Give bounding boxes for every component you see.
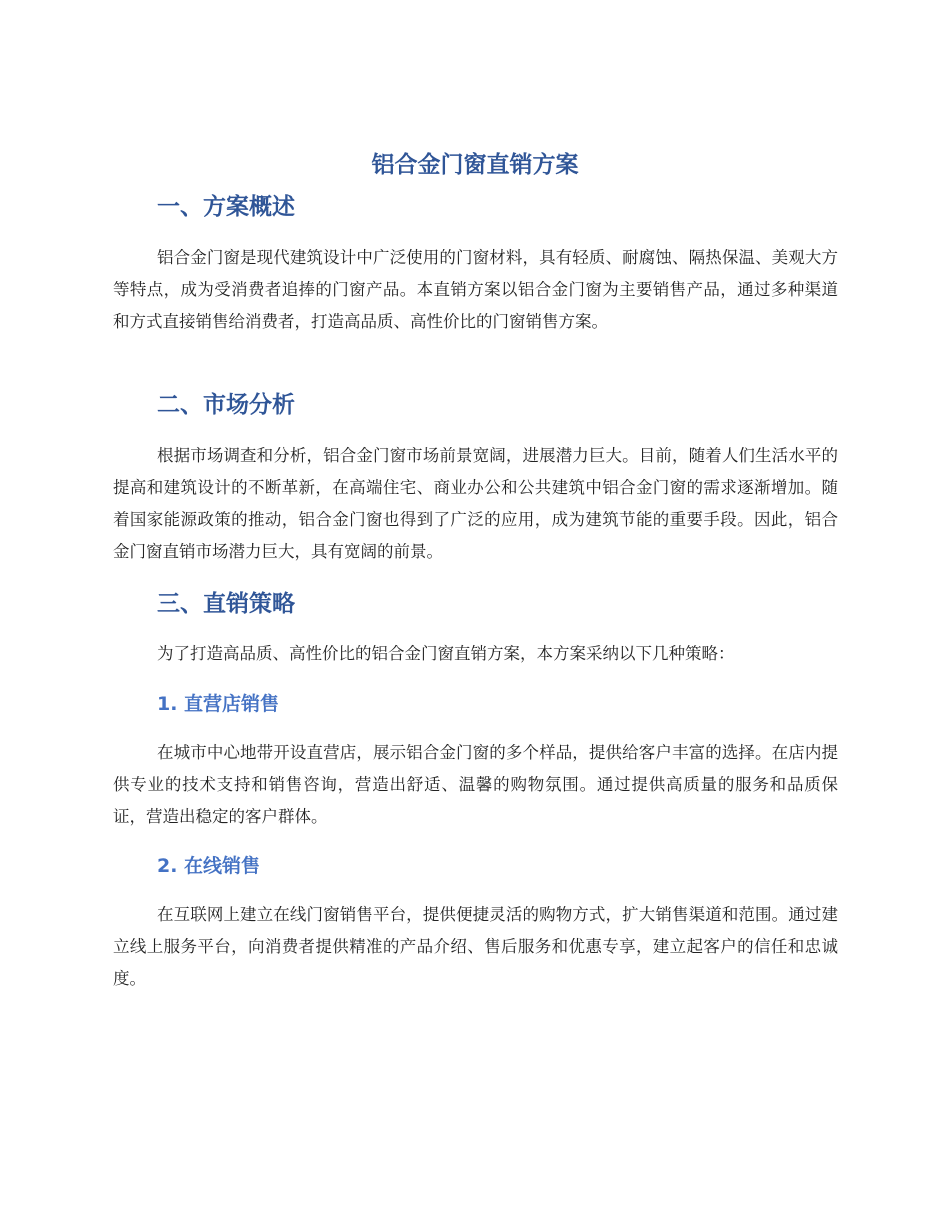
- section-heading-overview: 一、方案概述: [157, 194, 295, 220]
- paragraph-strategy-intro: 为了打造高品质、高性价比的铝合金门窗直销方案，本方案采纳以下几种策略：: [157, 644, 735, 663]
- subsection-heading-online: 2. 在线销售: [157, 855, 261, 877]
- paragraph-online: 在互联网上建立在线门窗销售平台，提供便捷灵活的购物方式，扩大销售渠道和范围。通过建立线上服务平台，向消费者提供精准的产品介绍、售后服务和优惠专享，建立起客户的信任和忠诚度。: [113, 905, 838, 988]
- section-heading-strategy: 三、直销策略: [157, 591, 295, 617]
- section-heading-market: 二、市场分析: [157, 392, 295, 418]
- subsection-heading-store: 1. 直营店销售: [157, 693, 280, 715]
- paragraph-market: 根据市场调查和分析，铝合金门窗市场前景宽阔，进展潜力巨大。目前，随着人们生活水平的提高和建筑设计的不断革新，在高端住宅、商业办公和公共建筑中铝合金门窗的需求逐渐增加。随着国家能源政策的推动，铝合金门窗也得到了广泛的应用，成为建筑节能的重要手段。因此，铝合金门窗直销市场潜力巨大，具有宽阔的前景。: [113, 446, 838, 561]
- paragraph-store: 在城市中心地带开设直营店，展示铝合金门窗的多个样品，提供给客户丰富的选择。在店内提供专业的技术支持和销售咨询，营造出舒适、温馨的购物氛围。通过提供高质量的服务和品质保证，营造出稳定的客户群体。: [113, 743, 838, 826]
- document-title: 铝合金门窗直销方案: [371, 152, 579, 178]
- paragraph-overview: 铝合金门窗是现代建筑设计中广泛使用的门窗材料，具有轻质、耐腐蚀、隔热保温、美观大方等特点，成为受消费者追捧的门窗产品。本直销方案以铝合金门窗为主要销售产品，通过多种渠道和方式直接销售给消费者，打造高品质、高性价比的门窗销售方案。: [113, 248, 838, 331]
